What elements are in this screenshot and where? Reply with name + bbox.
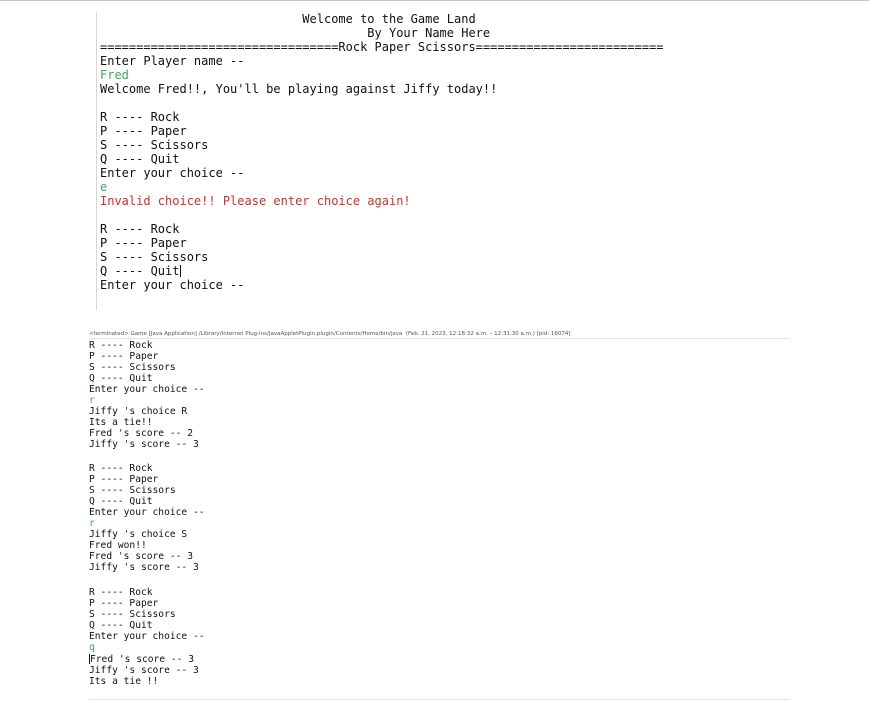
console-line-menu-paper: P ---- Paper (89, 351, 159, 362)
terminated-divider (89, 338, 790, 339)
console-line-user-input: r (89, 395, 95, 406)
top-divider (0, 0, 869, 1)
console-line-final-result: Its a tie !! (89, 676, 159, 687)
console-line-menu-quit: Q ---- Quit (89, 620, 153, 631)
console-line-menu-scissors: S ---- Scissors (100, 250, 209, 264)
console-line-menu-rock: R ---- Rock (100, 110, 180, 124)
console-line-menu-quit-with-cursor (100, 264, 181, 278)
console-line-menu-paper: P ---- Paper (89, 598, 159, 609)
console-line-user-input: e (100, 180, 108, 194)
console-line-player-score: Fred 's score -- 3 (90, 654, 194, 665)
console-line-menu-quit: Q ---- Quit (89, 496, 153, 507)
console-line-menu-paper: P ---- Paper (100, 236, 187, 250)
console-line-menu-rock: R ---- Rock (89, 463, 153, 474)
console-line-menu-paper: P ---- Paper (100, 124, 187, 138)
console-line-banner: =================================Rock Paper Scissors========================== (100, 40, 664, 54)
console-line-menu-scissors: S ---- Scissors (89, 609, 176, 620)
console-line-opponent-score: Jiffy 's score -- 3 (89, 665, 199, 676)
console-line-menu-rock: R ---- Rock (100, 222, 180, 236)
console-line-name-prompt: Enter Player name -- (100, 54, 245, 68)
terminated-status-header: <terminated> Game [Java Application] /Library/Internet Plug-Ins/JavaAppletPlugin.plugin/Contents/Home/bin/java (Feb. 21, 2023, 12:18:32 a.m. – 12:31:30 a.m.) [pid: 16074] (89, 331, 571, 337)
console-line-menu-scissors: S ---- Scissors (100, 138, 209, 152)
console-line-result: Its a tie!! (89, 417, 153, 428)
console-line-choice-prompt: Enter your choice -- (89, 507, 205, 518)
console-line-user-input: r (89, 518, 95, 529)
console-line-opponent-score: Jiffy 's score -- 3 (89, 562, 199, 573)
console-line-player-score: Fred 's score -- 2 (89, 428, 193, 439)
console-line-result: Fred won!! (89, 540, 147, 551)
console-left-border (96, 12, 97, 310)
console-line-menu-quit: Q ---- Quit (100, 152, 180, 166)
bottom-divider (89, 699, 790, 700)
console-line-menu-rock: R ---- Rock (89, 587, 153, 598)
console-line-menu-quit: Q ---- Quit (89, 373, 153, 384)
console-line-opponent-choice: Jiffy 's choice S (89, 529, 188, 540)
console-line-menu-paper: P ---- Paper (89, 474, 159, 485)
console-line-menu-scissors: S ---- Scissors (89, 485, 176, 496)
console-line-opponent-choice: Jiffy 's choice R (89, 406, 188, 417)
console-line-error: Invalid choice!! Please enter choice again! (100, 194, 411, 208)
console-line-title: Welcome to the Game Land (100, 12, 476, 26)
console-line-user-input: Fred (100, 68, 129, 82)
console-line-choice-prompt: Enter your choice -- (89, 631, 205, 642)
console-line-choice-prompt: Enter your choice -- (100, 166, 245, 180)
console-line-user-input: q (89, 642, 95, 653)
console-line-welcome: Welcome Fred!!, You'll be playing against Jiffy today!! (100, 82, 498, 96)
console-line-opponent-score: Jiffy 's score -- 3 (89, 439, 199, 450)
text-cursor (180, 265, 181, 277)
console-line-author: By Your Name Here (100, 26, 491, 40)
console-line-menu-rock: R ---- Rock (89, 340, 153, 351)
console-line-menu-scissors: S ---- Scissors (89, 362, 176, 373)
console-line-player-score-with-caret (89, 654, 194, 665)
console-line-choice-prompt: Enter your choice -- (100, 278, 245, 292)
console-line-choice-prompt: Enter your choice -- (89, 384, 205, 395)
console-output-panel[interactable] (96, 12, 869, 310)
console-line-player-score: Fred 's score -- 3 (89, 551, 193, 562)
console-line-menu-quit: Q ---- Quit (100, 264, 180, 278)
